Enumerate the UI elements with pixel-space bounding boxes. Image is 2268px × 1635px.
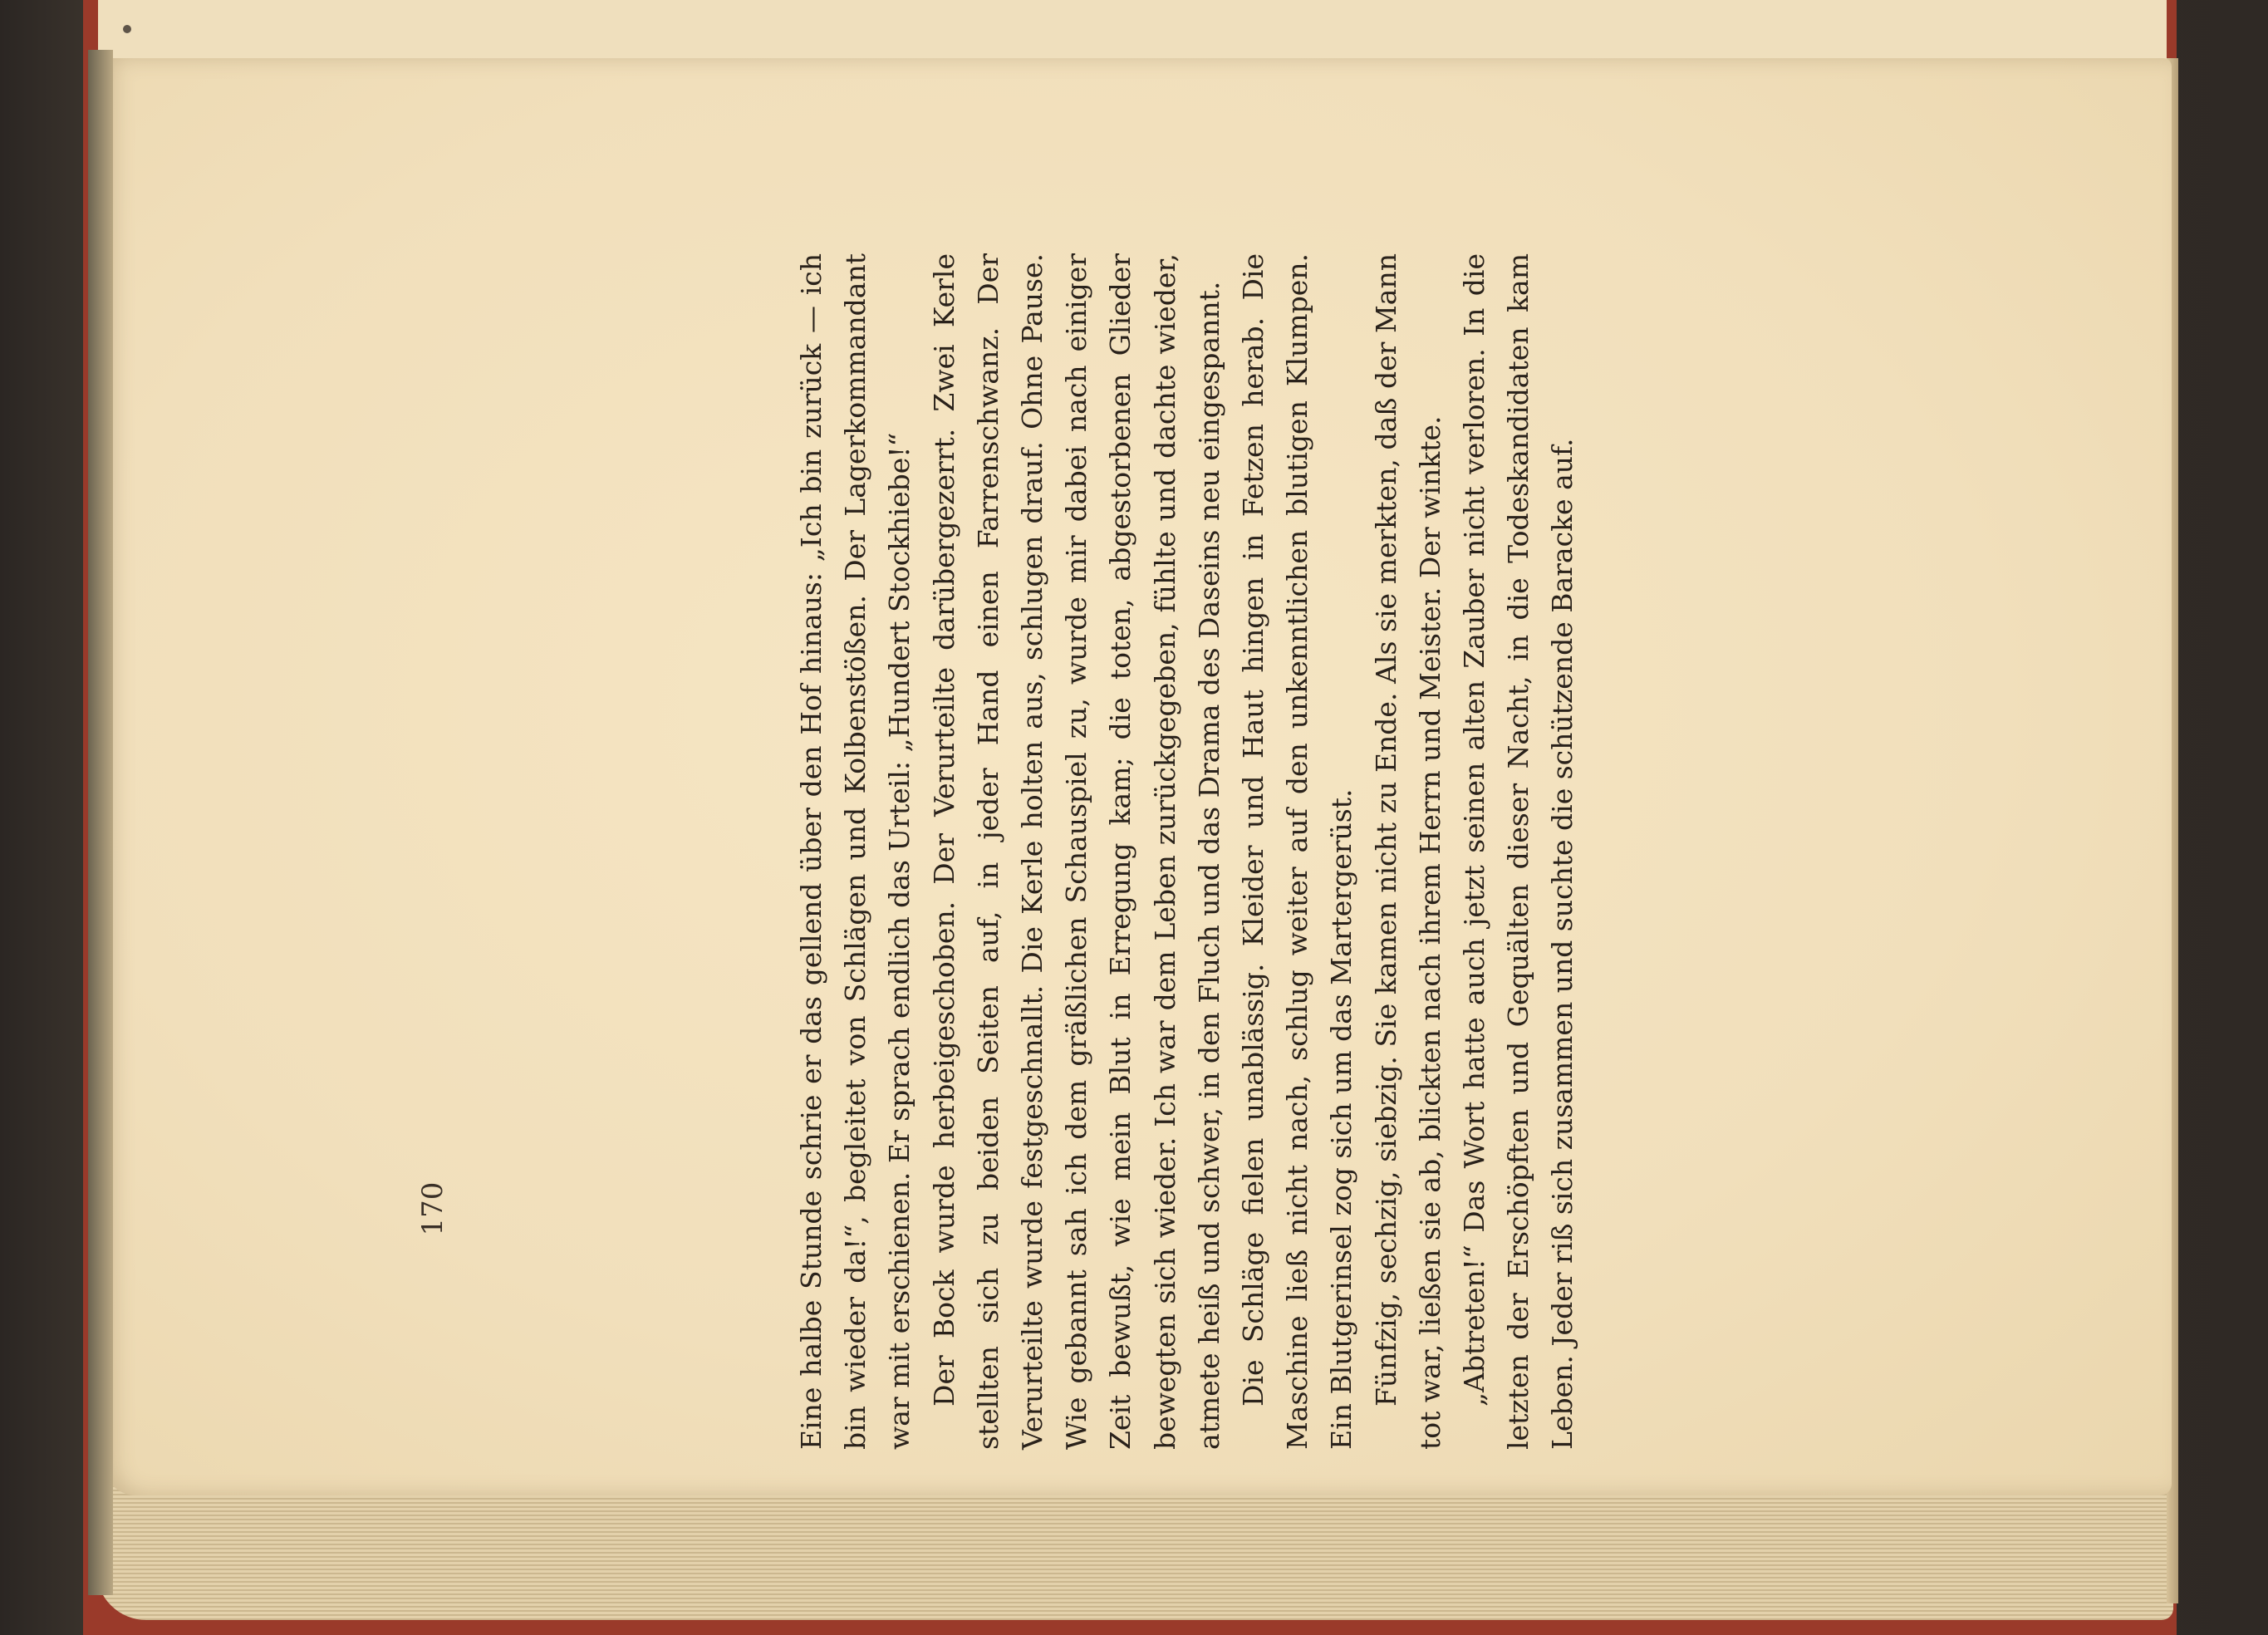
paragraph-3: Die Schläge fielen unablässig. Kleider und Haut hingen in Fetzen herab. Die Maschine ließ nicht nach, schlug weiter auf den unkenntlichen blutigen Klumpen. Ein Blutgerinsel zog sich um das Martergerüst. (1237, 253, 1358, 1450)
page-text (789, 253, 1736, 1450)
speck (123, 25, 131, 33)
top-page-sliver (98, 0, 2167, 65)
paragraph-1: Eine halbe Stunde schrie er das gellend über den Hof hinaus: „Ich bin zurück — ich bin wieder da!“, begleitet von Schlägen und Kolbenstößen. Der Lagerkommandant war mit erschienen. Er sprach endlich das Urteil: „Hundert Stockhiebe!“ (795, 253, 916, 1450)
paragraph-4: Fünfzig, sechzig, siebzig. Sie kamen nicht zu Ende. Als sie merkten, daß der Mann tot war, ließen sie ab, blickten nach ihrem Herrn und Meister. Der winkte. (1369, 253, 1446, 1450)
page-number: 170 (416, 1181, 449, 1236)
book-gutter (88, 50, 113, 1595)
paragraph-5: „Abtreten!“ Das Wort hatte auch jetzt seinen alten Zauber nicht verloren. In die letzten der Erschöpften und Gequälten dieser Nacht, in die Todeskandidaten kam Leben. Jeder riß sich zusammen und suchte die schützende Baracke auf. (1458, 253, 1579, 1450)
paragraph-2: Der Bock wurde herbeigeschoben. Der Verurteilte darübergezerrt. Zwei Kerle stellten sich zu beiden Seiten auf, in jeder Hand einen Farrenschwanz. Der Verurteilte wurde festgeschnallt. Die Kerle holten aus, schlugen drauf. Ohne Pause. Wie gebannt sah ich dem gräßlichen Schauspiel zu, wurde mir dabei nach einiger Zeit bewußt, wie mein Blut in Erregung kam; die toten, abgestorbenen Glieder bewegten sich wieder. Ich war dem Leben zurückgegeben, fühlte und dachte wieder, atmete heiß und schwer, in den Fluch und das Drama des Daseins neu eingespannt. (927, 253, 1225, 1450)
